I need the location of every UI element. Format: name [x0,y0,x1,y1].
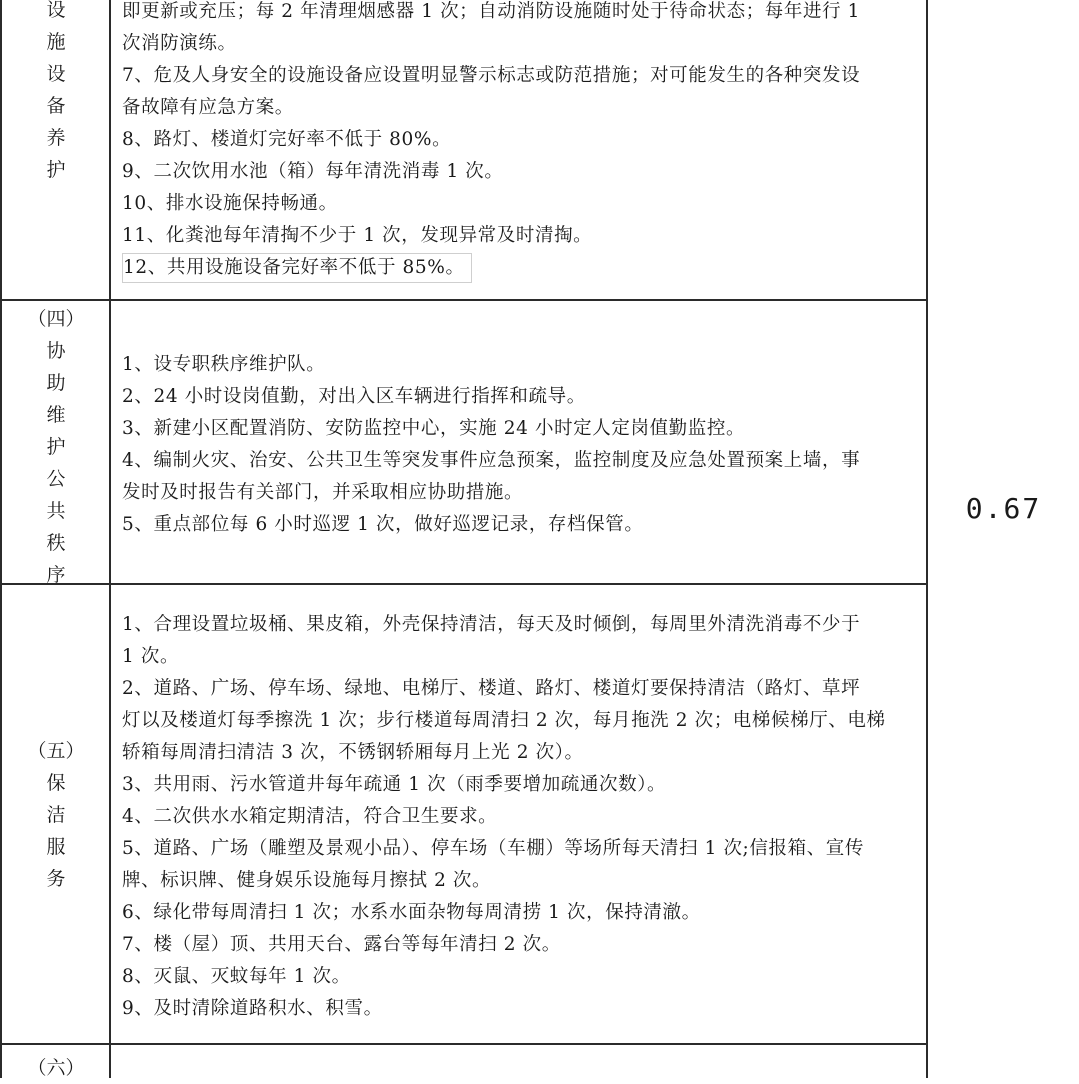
label-char: 协 [46,340,66,362]
label-number: （五） [27,740,85,762]
content-line: 发时及时报告有关部门，并采取相应协助措施。 [122,482,524,503]
content-line: 次消防演练。 [122,33,237,54]
label-char: 洁 [46,804,66,826]
content-line: 4、二次供水水箱定期清洁，符合卫生要求。 [122,806,498,827]
content-line: 7、楼（屋）顶、共用天台、露台等每年清扫 2 次。 [122,934,561,955]
section-label [4,0,108,186]
label-char: 施 [46,31,66,53]
label-char: 备 [46,95,66,117]
label-char: 助 [46,372,66,394]
section-six [0,1045,927,1078]
section-public-order [0,301,927,586]
content-line: 1、设专职秩序维护队。 [122,354,326,375]
label-char: 公 [46,468,66,490]
content-line: 6、绿化带每周清扫 1 次；水系水面杂物每周清捞 1 次，保持清澈。 [122,902,701,923]
section-content [122,349,917,541]
content-line: 9、及时清除道路积水、积雪。 [122,998,383,1019]
content-line: 4、编制火灾、治安、公共卫生等突发事件应急预案，监控制度及应急处置预案上墙，事 [122,450,861,471]
section-cleaning-service [0,585,927,1043]
content-line: 10、排水设施保持畅通。 [122,193,338,214]
content-line: 牌、标识牌、健身娱乐设施每月擦拭 2 次。 [122,870,492,891]
section-content [122,0,917,284]
content-line: 7、危及人身安全的设施设备应设置明显警示标志或防范措施；对可能发生的各种突发设 [122,65,861,86]
label-char: 保 [46,772,66,794]
content-line: 灯以及楼道灯每季擦洗 1 次；步行楼道每周清扫 2 次，每月拖洗 2 次；电梯候梯厅、电梯 [122,710,886,731]
content-line: 9、二次饮用水池（箱）每年清洗消毒 1 次。 [122,161,504,182]
section-label [4,1052,108,1084]
content-line: 3、共用雨、污水管道井每年疏通 1 次（雨季要增加疏通次数）。 [122,774,667,795]
label-char: 养 [46,127,66,149]
content-line [122,252,917,284]
label-char: 序 [46,564,66,586]
content-line: 8、路灯、楼道灯完好率不低于 80%。 [122,129,452,150]
section-label [4,735,108,895]
content-line: 1、合理设置垃圾桶、果皮箱，外壳保持清洁，每天及时倾倒，每周里外清洗消毒不少于 [122,614,861,635]
label-char: 设 [46,63,66,85]
content-line: 备故障有应急方案。 [122,97,294,118]
content-line: 即更新或充压；每 2 年清理烟感器 1 次；自动消防设施随时处于待命状态；每年进行 1 [122,1,861,22]
content-line: 5、道路、广场（雕塑及景观小品）、停车场（车棚）等场所每天清扫 1 次;信报箱、宣传 [122,838,864,859]
label-char: 维 [46,404,66,426]
label-number: （四） [27,308,85,330]
content-line: 3、新建小区配置消防、安防监控中心，实施 24 小时定人定岗值勤监控。 [122,418,746,439]
label-char: 共 [46,500,66,522]
section-content [122,609,917,1025]
label-number: （六） [27,1057,85,1079]
section-facility-maintenance [0,0,927,299]
content-line: 8、灭鼠、灭蚊每年 1 次。 [122,966,351,987]
section-label [4,303,108,591]
content-line: 11、化粪池每年清掏不少于 1 次，发现异常及时清掏。 [122,225,593,246]
label-char: 设 [46,0,66,21]
label-char: 护 [46,159,66,181]
label-char: 护 [46,436,66,458]
label-char: 秩 [46,532,66,554]
content-line: 轿箱每周清扫清洁 3 次，不锈钢轿厢每月上光 2 次）。 [122,742,584,763]
content-line: 1 次。 [122,646,180,667]
selected-text-box: 12、共用设施设备完好率不低于 85%。 [122,253,472,283]
label-char: 服 [46,836,66,858]
content-line: 5、重点部位每 6 小时巡逻 1 次，做好巡逻记录，存档保管。 [122,514,644,535]
weight-ratio-value: 0.67 [965,492,1042,525]
content-line: 2、道路、广场、停车场、绿地、电梯厅、楼道、路灯、楼道灯要保持清洁（路灯、草坪 [122,678,861,699]
label-char: 务 [46,868,66,890]
content-line: 2、24 小时设岗值勤，对出入区车辆进行指挥和疏导。 [122,386,586,407]
